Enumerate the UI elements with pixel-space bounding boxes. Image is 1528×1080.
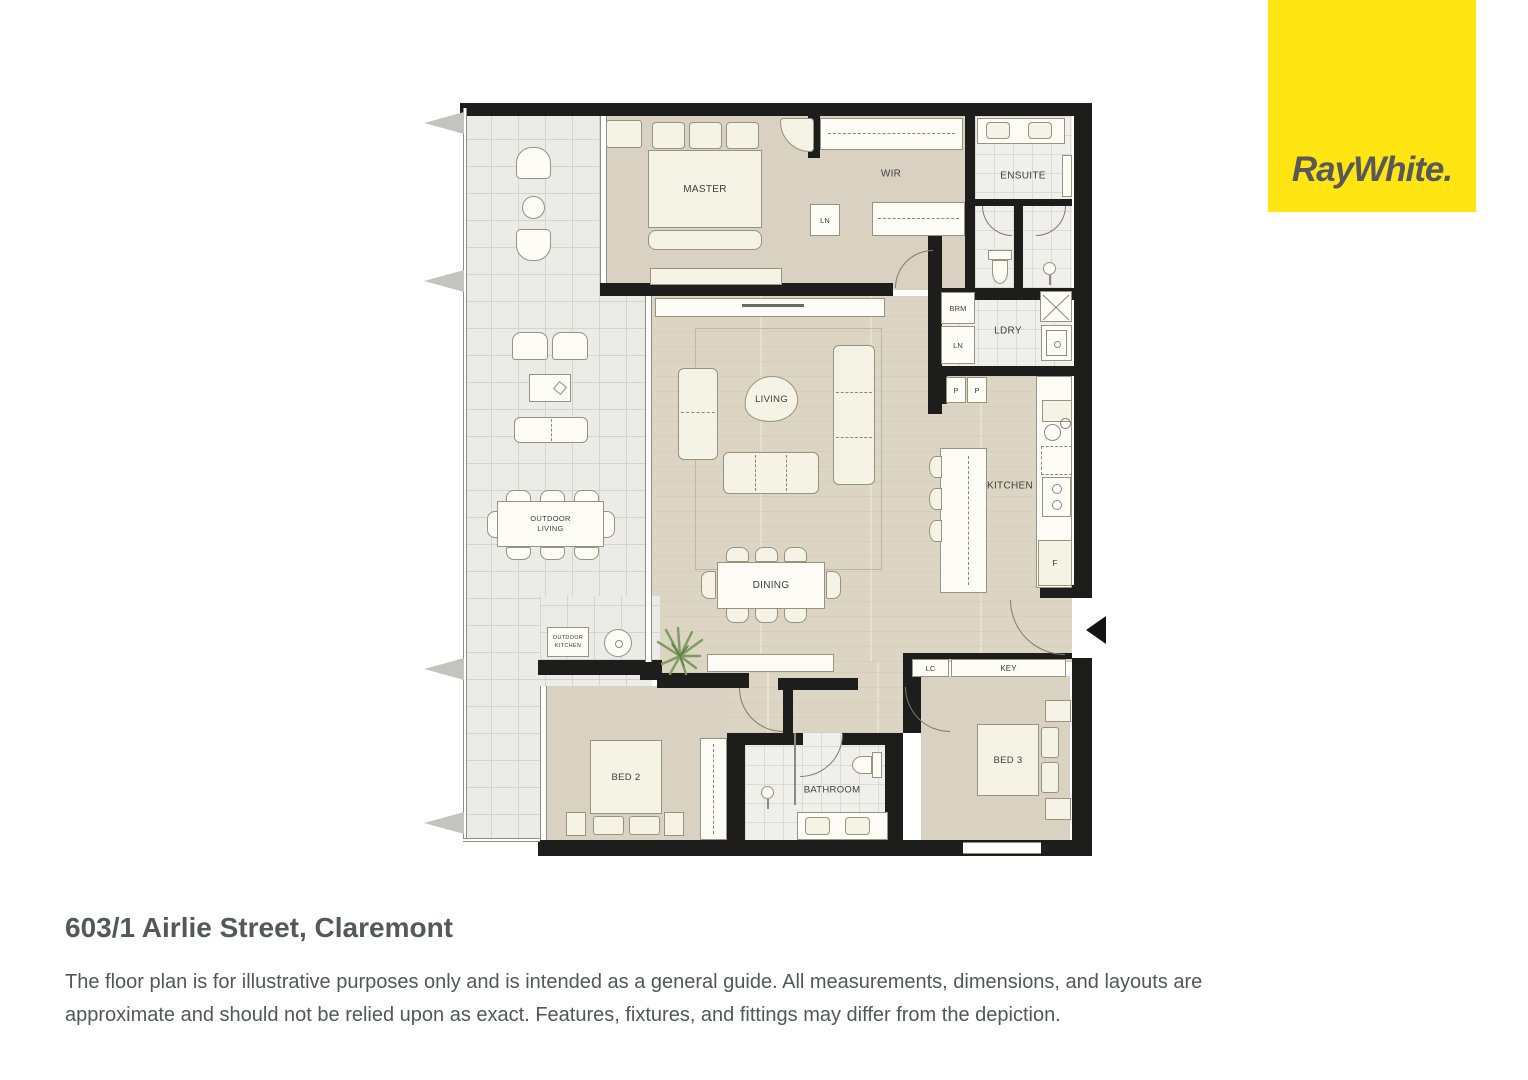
wall-laundry-bottom — [938, 366, 1074, 376]
master-bed-pillow — [689, 122, 722, 149]
awning-marker-icon — [424, 270, 464, 292]
key-cupboard — [951, 659, 1066, 677]
lc-cupboard — [912, 659, 949, 677]
bed2-bed — [590, 740, 662, 814]
bed3-pillow — [1041, 727, 1059, 758]
kitchen-island — [940, 448, 987, 593]
tv-icon — [742, 304, 804, 307]
laundry-linen-cupboard — [941, 326, 975, 364]
tv-cabinet — [655, 298, 885, 317]
cooktop-burner-icon — [1060, 418, 1071, 429]
rangehood-dashed — [1041, 446, 1072, 475]
bed2-side-table — [664, 812, 684, 836]
ensuite-cabinet — [1062, 155, 1072, 197]
key-label: KEY — [1000, 663, 1017, 673]
awning-marker-icon — [424, 812, 464, 834]
washing-machine-icon — [1040, 291, 1072, 322]
outdoor-living-label: LIVING — [537, 524, 564, 533]
raywhite-logo-text: RayWhite. — [1291, 150, 1453, 189]
wall-bed2-top-a — [538, 660, 662, 675]
outdoor-dining-table — [497, 501, 604, 547]
balcony-bottom-edge — [463, 838, 540, 842]
dining-label: DINING — [752, 580, 790, 591]
dining-chair — [755, 547, 778, 562]
laundry-trough — [1041, 325, 1072, 361]
bathroom-basin — [845, 817, 870, 835]
living-window — [645, 296, 652, 662]
sideboard — [707, 654, 834, 672]
wall-wir-ensuite — [965, 116, 975, 288]
ln-label: LN — [820, 215, 830, 225]
master-bed — [648, 150, 762, 228]
bathroom-toilet-bowl — [852, 756, 872, 774]
dining-chair — [784, 547, 807, 562]
ensuite-toilet-bowl — [992, 260, 1008, 284]
bar-stool — [929, 456, 942, 478]
wall-bed2-bath — [727, 733, 745, 842]
living-sofa — [833, 345, 875, 485]
wir-robe — [820, 118, 963, 150]
laundry-label: LDRY — [994, 325, 1022, 337]
bbq-icon — [604, 629, 632, 657]
wall-right-lower — [1072, 658, 1092, 842]
shower-stem — [767, 799, 769, 809]
bathroom-toilet — [872, 752, 882, 778]
entry-arrow-icon — [1086, 616, 1106, 644]
bed3-window — [963, 842, 1041, 854]
ensuite-basin — [986, 122, 1010, 139]
ln-label: LN — [953, 340, 963, 350]
outdoor-living-label: OUTDOOR — [530, 514, 571, 523]
dining-chair — [784, 608, 807, 623]
bed2-label: BED 2 — [611, 771, 641, 783]
master-side-table — [606, 120, 642, 148]
dining-chair — [701, 571, 716, 599]
oven-unit — [1042, 477, 1071, 517]
disclaimer-line: approximate and should not be relied upon as exact. Features, fixtures, and fittings may differ from the depiction. — [65, 1004, 1061, 1026]
fridge — [1038, 540, 1072, 586]
brm-label: BRM — [949, 303, 967, 313]
pantry-cupboard — [967, 377, 987, 403]
balcony-outer-edge — [463, 108, 467, 842]
outdoor-armchair — [552, 332, 588, 360]
outdoor-dining-chair — [574, 547, 599, 560]
bed2-side-table — [566, 812, 586, 836]
outdoor-kitchen-bench — [547, 627, 589, 657]
living-sofa — [678, 368, 718, 460]
master-dresser — [650, 268, 782, 285]
wir-linen-cupboard — [810, 204, 840, 236]
awning-marker-icon — [424, 658, 464, 680]
dining-chair — [726, 547, 749, 562]
outdoor-armchair — [512, 332, 548, 360]
shower-head-icon — [1043, 262, 1056, 275]
ensuite-label: ENSUITE — [1000, 170, 1046, 182]
wall-ensuite-toilet — [1014, 206, 1023, 288]
dining-chair — [826, 571, 841, 599]
outdoor-coffee-table — [529, 374, 571, 402]
wall-ensuite-mid — [975, 199, 1072, 206]
bathroom-basin — [805, 817, 830, 835]
bed3-side-table — [1045, 798, 1071, 820]
bed2-pillow — [629, 816, 660, 835]
pantry-label: P — [953, 385, 959, 395]
bed2-pillow — [593, 816, 624, 835]
shower-stem — [1049, 275, 1051, 285]
master-label: MASTER — [683, 183, 727, 195]
living-sofa — [723, 452, 819, 494]
outdoor-dining-chair — [540, 547, 565, 560]
balcony-lounge-chair — [516, 229, 551, 261]
wir-robe — [872, 202, 965, 236]
broom-cupboard — [941, 292, 975, 324]
lc-label: LC — [925, 663, 936, 673]
outdoor-dining-chair — [603, 511, 615, 538]
shower-screen — [794, 733, 796, 805]
disclaimer-line: The floor plan is for illustrative purposes only and is intended as a general guide. All measurements, dimensions, and layouts are — [65, 971, 1203, 993]
outdoor-dining-chair — [506, 547, 531, 560]
outdoor-sofa — [514, 417, 588, 443]
dining-chair — [726, 608, 749, 623]
balcony-lounge-chair — [516, 147, 551, 179]
wall-right-upper — [1074, 103, 1092, 598]
bed3-bed — [977, 724, 1039, 796]
bar-stool — [929, 520, 942, 542]
wall-bed2-door-stub — [783, 678, 793, 736]
ensuite-toilet — [988, 250, 1012, 260]
kitchen-label: KITCHEN — [987, 480, 1033, 492]
plant-icon — [656, 626, 704, 678]
outdoor-kitchen-label: OUTDOOR — [552, 635, 584, 641]
bed2-window — [540, 686, 547, 840]
bed2-wardrobe — [700, 738, 727, 840]
pantry-cupboard — [946, 377, 966, 403]
wall-top — [460, 103, 1092, 116]
bed3-side-table — [1045, 700, 1071, 722]
dining-chair — [755, 608, 778, 623]
master-bed-pillow — [652, 122, 685, 149]
wir-label: WIR — [880, 168, 902, 180]
bed3-label: BED 3 — [993, 754, 1023, 766]
bed3-pillow — [1041, 762, 1059, 793]
bar-stool — [929, 488, 942, 510]
cooktop-burner-icon — [1044, 424, 1061, 441]
balcony-round-table — [522, 196, 545, 219]
raywhite-logo — [1268, 0, 1476, 212]
fridge-label: F — [1052, 558, 1058, 568]
awning-marker-icon — [424, 112, 464, 134]
master-bed-foot — [648, 230, 762, 250]
shower-head-icon — [761, 786, 774, 799]
outdoor-kitchen-label: KITCHEN — [554, 643, 582, 649]
living-label: LIVING — [754, 393, 788, 405]
dining-table — [717, 562, 825, 609]
bathroom-label: BATHROOM — [803, 784, 861, 796]
page-title: 603/1 Airlie Street, Claremont — [65, 912, 454, 943]
disclaimer-text — [65, 966, 1202, 1032]
pantry-label: P — [974, 385, 980, 395]
master-bed-pillow — [726, 122, 759, 149]
ensuite-basin — [1028, 122, 1052, 139]
